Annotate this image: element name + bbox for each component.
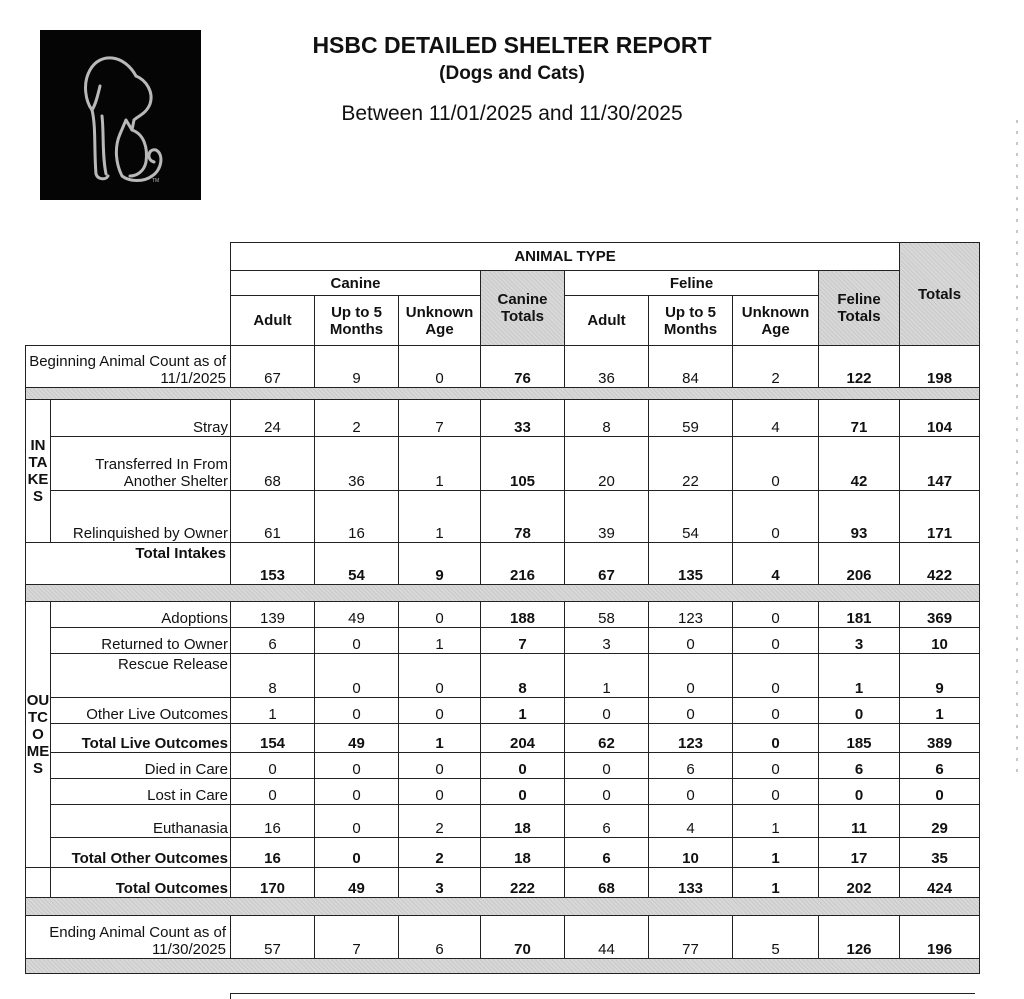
feline-up-to-5-months-cell: 0 xyxy=(649,779,733,805)
section-separator xyxy=(26,898,980,916)
grand-total-cell: 171 xyxy=(900,491,980,543)
canine-unknown-age-cell: 9 xyxy=(399,543,481,585)
table-row xyxy=(26,753,980,779)
feline-up-to-5-months-cell: 0 xyxy=(649,698,733,724)
canine-totals-cell: 76 xyxy=(481,346,565,388)
feline-up-to-5-months-cell: 0 xyxy=(649,628,733,654)
totals-header: Totals xyxy=(900,243,980,346)
section-separator xyxy=(26,388,980,400)
table-row xyxy=(26,628,980,654)
grand-total-cell: 9 xyxy=(900,654,980,698)
feline-adult-cell: 8 xyxy=(565,400,649,437)
section-separator xyxy=(26,585,980,602)
row-label: Beginning Animal Count as of 11/1/2025 xyxy=(26,346,231,388)
animal-type-header: ANIMAL TYPE xyxy=(231,243,900,271)
feline-up-to-5-months-cell: 77 xyxy=(649,916,733,959)
feline-up-to-5-months-header: Up to 5 Months xyxy=(649,296,733,346)
canine-adult-cell: 16 xyxy=(231,805,315,838)
table-row xyxy=(26,491,980,543)
shelter-logo xyxy=(40,30,201,200)
intakes-vertical-label: INTAKES xyxy=(26,400,51,543)
feline-unknown-age-cell: 4 xyxy=(733,543,819,585)
feline-up-to-5-months-cell: 10 xyxy=(649,838,733,868)
feline-up-to-5-months-cell: 59 xyxy=(649,400,733,437)
feline-totals-cell: 126 xyxy=(819,916,900,959)
grand-total-cell: 35 xyxy=(900,838,980,868)
canine-totals-cell: 78 xyxy=(481,491,565,543)
canine-up-to-5-months-cell: 49 xyxy=(315,868,399,898)
grand-total-cell: 10 xyxy=(900,628,980,654)
feline-unknown-age-cell: 0 xyxy=(733,779,819,805)
feline-unknown-age-cell: 0 xyxy=(733,602,819,628)
canine-unknown-age-cell: 0 xyxy=(399,698,481,724)
table-row xyxy=(26,543,980,585)
feline-up-to-5-months-cell: 6 xyxy=(649,753,733,779)
canine-adult-cell: 67 xyxy=(231,346,315,388)
feline-totals-cell: 93 xyxy=(819,491,900,543)
feline-unknown-age-header: Unknown Age xyxy=(733,296,819,346)
feline-unknown-age-cell: 0 xyxy=(733,628,819,654)
row-label: Relinquished by Owner xyxy=(51,491,231,543)
canine-up-to-5-months-cell: 0 xyxy=(315,805,399,838)
feline-unknown-age-cell: 0 xyxy=(733,724,819,753)
feline-adult-cell: 3 xyxy=(565,628,649,654)
outcomes-vertical-label: OUTCOMES xyxy=(26,602,51,868)
feline-adult-cell: 1 xyxy=(565,654,649,698)
canine-totals-cell: 0 xyxy=(481,779,565,805)
feline-totals-cell: 3 xyxy=(819,628,900,654)
feline-totals-cell: 0 xyxy=(819,698,900,724)
feline-unknown-age-cell: 5 xyxy=(733,916,819,959)
grand-total-cell: 147 xyxy=(900,437,980,491)
feline-adult-cell: 36 xyxy=(565,346,649,388)
feline-totals-cell: 206 xyxy=(819,543,900,585)
canine-up-to-5-months-cell: 0 xyxy=(315,698,399,724)
canine-up-to-5-months-header: Up to 5 Months xyxy=(315,296,399,346)
canine-unknown-age-cell: 0 xyxy=(399,779,481,805)
grand-total-cell: 6 xyxy=(900,753,980,779)
feline-totals-cell: 71 xyxy=(819,400,900,437)
canine-totals-cell: 222 xyxy=(481,868,565,898)
row-label: Returned to Owner xyxy=(51,628,231,654)
report-date-range: Between 11/01/2025 and 11/30/2025 xyxy=(341,102,683,125)
feline-adult-cell: 20 xyxy=(565,437,649,491)
feline-totals-cell: 181 xyxy=(819,602,900,628)
dog-and-cat-outline-logo-icon xyxy=(40,30,201,200)
table-row xyxy=(26,698,980,724)
feline-totals-cell: 202 xyxy=(819,868,900,898)
next-row-partial xyxy=(230,993,975,999)
canine-header: Canine xyxy=(231,271,481,296)
table-row xyxy=(26,654,980,698)
feline-unknown-age-cell: 0 xyxy=(733,491,819,543)
feline-up-to-5-months-cell: 123 xyxy=(649,602,733,628)
row-label: Total Intakes xyxy=(26,543,231,585)
grand-total-cell: 422 xyxy=(900,543,980,585)
feline-adult-cell: 44 xyxy=(565,916,649,959)
shelter-report-table xyxy=(25,242,980,974)
feline-unknown-age-cell: 1 xyxy=(733,868,819,898)
canine-totals-header: Canine Totals xyxy=(481,271,565,346)
feline-adult-cell: 0 xyxy=(565,753,649,779)
canine-adult-cell: 1 xyxy=(231,698,315,724)
feline-unknown-age-cell: 4 xyxy=(733,400,819,437)
canine-totals-cell: 216 xyxy=(481,543,565,585)
canine-up-to-5-months-cell: 7 xyxy=(315,916,399,959)
section-separator xyxy=(26,959,980,974)
feline-totals-cell: 11 xyxy=(819,805,900,838)
canine-adult-cell: 16 xyxy=(231,838,315,868)
canine-up-to-5-months-cell: 0 xyxy=(315,654,399,698)
feline-adult-cell: 67 xyxy=(565,543,649,585)
feline-totals-cell: 17 xyxy=(819,838,900,868)
feline-up-to-5-months-cell: 135 xyxy=(649,543,733,585)
canine-adult-cell: 170 xyxy=(231,868,315,898)
table-row xyxy=(26,868,980,898)
feline-up-to-5-months-cell: 133 xyxy=(649,868,733,898)
row-label: Total Outcomes xyxy=(51,868,231,898)
grand-total-cell: 196 xyxy=(900,916,980,959)
canine-unknown-age-cell: 6 xyxy=(399,916,481,959)
table-row xyxy=(26,346,980,388)
feline-adult-cell: 6 xyxy=(565,805,649,838)
feline-up-to-5-months-cell: 54 xyxy=(649,491,733,543)
canine-unknown-age-cell: 1 xyxy=(399,491,481,543)
feline-adult-cell: 6 xyxy=(565,838,649,868)
grand-total-cell: 104 xyxy=(900,400,980,437)
feline-totals-cell: 185 xyxy=(819,724,900,753)
canine-adult-cell: 24 xyxy=(231,400,315,437)
canine-unknown-age-cell: 3 xyxy=(399,868,481,898)
canine-up-to-5-months-cell: 36 xyxy=(315,437,399,491)
feline-up-to-5-months-cell: 84 xyxy=(649,346,733,388)
canine-totals-cell: 18 xyxy=(481,838,565,868)
row-label: Died in Care xyxy=(51,753,231,779)
canine-adult-cell: 0 xyxy=(231,753,315,779)
feline-up-to-5-months-cell: 4 xyxy=(649,805,733,838)
grand-total-cell: 389 xyxy=(900,724,980,753)
feline-totals-cell: 122 xyxy=(819,346,900,388)
feline-adult-header: Adult xyxy=(565,296,649,346)
canine-totals-cell: 33 xyxy=(481,400,565,437)
grand-total-cell: 0 xyxy=(900,779,980,805)
canine-up-to-5-months-cell: 49 xyxy=(315,724,399,753)
row-label: Ending Animal Count as of 11/30/2025 xyxy=(26,916,231,959)
header-row-species xyxy=(26,271,980,296)
feline-up-to-5-months-cell: 22 xyxy=(649,437,733,491)
canine-totals-cell: 70 xyxy=(481,916,565,959)
feline-up-to-5-months-cell: 123 xyxy=(649,724,733,753)
grand-total-cell: 1 xyxy=(900,698,980,724)
canine-up-to-5-months-cell: 0 xyxy=(315,838,399,868)
row-label: Transferred In From Another Shelter xyxy=(51,437,231,491)
canine-totals-cell: 188 xyxy=(481,602,565,628)
canine-unknown-age-cell: 1 xyxy=(399,724,481,753)
canine-adult-cell: 0 xyxy=(231,779,315,805)
report-subtitle: (Dogs and Cats) xyxy=(439,63,585,84)
grand-total-cell: 29 xyxy=(900,805,980,838)
canine-totals-cell: 18 xyxy=(481,805,565,838)
feline-up-to-5-months-cell: 0 xyxy=(649,654,733,698)
table-row xyxy=(26,805,980,838)
feline-unknown-age-cell: 0 xyxy=(733,753,819,779)
canine-totals-cell: 1 xyxy=(481,698,565,724)
canine-adult-cell: 154 xyxy=(231,724,315,753)
canine-up-to-5-months-cell: 0 xyxy=(315,628,399,654)
canine-up-to-5-months-cell: 49 xyxy=(315,602,399,628)
canine-adult-cell: 61 xyxy=(231,491,315,543)
canine-adult-cell: 8 xyxy=(231,654,315,698)
canine-adult-cell: 139 xyxy=(231,602,315,628)
canine-up-to-5-months-cell: 9 xyxy=(315,346,399,388)
canine-unknown-age-cell: 0 xyxy=(399,753,481,779)
grand-total-cell: 424 xyxy=(900,868,980,898)
feline-unknown-age-cell: 2 xyxy=(733,346,819,388)
canine-adult-cell: 153 xyxy=(231,543,315,585)
canine-adult-cell: 68 xyxy=(231,437,315,491)
row-label: Lost in Care xyxy=(51,779,231,805)
feline-totals-cell: 42 xyxy=(819,437,900,491)
feline-unknown-age-cell: 1 xyxy=(733,838,819,868)
svg-text:TM: TM xyxy=(152,178,160,184)
feline-adult-cell: 58 xyxy=(565,602,649,628)
row-label: Rescue Release xyxy=(51,654,231,698)
feline-adult-cell: 39 xyxy=(565,491,649,543)
canine-up-to-5-months-cell: 0 xyxy=(315,753,399,779)
row-label: Total Live Outcomes xyxy=(51,724,231,753)
feline-unknown-age-cell: 0 xyxy=(733,437,819,491)
table-row xyxy=(26,779,980,805)
feline-header: Feline xyxy=(565,271,819,296)
row-label: Stray xyxy=(51,400,231,437)
canine-adult-header: Adult xyxy=(231,296,315,346)
canine-unknown-age-header: Unknown Age xyxy=(399,296,481,346)
row-label: Total Other Outcomes xyxy=(51,838,231,868)
canine-up-to-5-months-cell: 16 xyxy=(315,491,399,543)
feline-totals-cell: 6 xyxy=(819,753,900,779)
table-row xyxy=(26,916,980,959)
canine-totals-cell: 105 xyxy=(481,437,565,491)
table-row xyxy=(26,724,980,753)
feline-adult-cell: 62 xyxy=(565,724,649,753)
feline-totals-cell: 1 xyxy=(819,654,900,698)
grand-total-cell: 198 xyxy=(900,346,980,388)
row-label: Adoptions xyxy=(51,602,231,628)
canine-totals-cell: 0 xyxy=(481,753,565,779)
feline-unknown-age-cell: 1 xyxy=(733,805,819,838)
canine-unknown-age-cell: 7 xyxy=(399,400,481,437)
canine-up-to-5-months-cell: 2 xyxy=(315,400,399,437)
report-title: HSBC DETAILED SHELTER REPORT xyxy=(312,32,712,58)
canine-totals-cell: 7 xyxy=(481,628,565,654)
canine-unknown-age-cell: 0 xyxy=(399,346,481,388)
feline-totals-cell: 0 xyxy=(819,779,900,805)
canine-up-to-5-months-cell: 54 xyxy=(315,543,399,585)
canine-unknown-age-cell: 1 xyxy=(399,628,481,654)
scan-artifact xyxy=(1016,120,1018,780)
canine-unknown-age-cell: 2 xyxy=(399,805,481,838)
canine-totals-cell: 8 xyxy=(481,654,565,698)
header-row-type xyxy=(26,243,980,271)
canine-unknown-age-cell: 1 xyxy=(399,437,481,491)
row-label: Euthanasia xyxy=(51,805,231,838)
canine-unknown-age-cell: 0 xyxy=(399,654,481,698)
feline-adult-cell: 0 xyxy=(565,698,649,724)
canine-unknown-age-cell: 0 xyxy=(399,602,481,628)
table-row xyxy=(26,602,980,628)
canine-unknown-age-cell: 2 xyxy=(399,838,481,868)
table-row xyxy=(26,838,980,868)
grand-total-cell: 369 xyxy=(900,602,980,628)
canine-up-to-5-months-cell: 0 xyxy=(315,779,399,805)
feline-unknown-age-cell: 0 xyxy=(733,698,819,724)
feline-unknown-age-cell: 0 xyxy=(733,654,819,698)
canine-adult-cell: 57 xyxy=(231,916,315,959)
feline-adult-cell: 0 xyxy=(565,779,649,805)
table-row xyxy=(26,400,980,437)
row-label: Other Live Outcomes xyxy=(51,698,231,724)
canine-adult-cell: 6 xyxy=(231,628,315,654)
table-row xyxy=(26,437,980,491)
feline-adult-cell: 68 xyxy=(565,868,649,898)
feline-totals-header: Feline Totals xyxy=(819,271,900,346)
canine-totals-cell: 204 xyxy=(481,724,565,753)
